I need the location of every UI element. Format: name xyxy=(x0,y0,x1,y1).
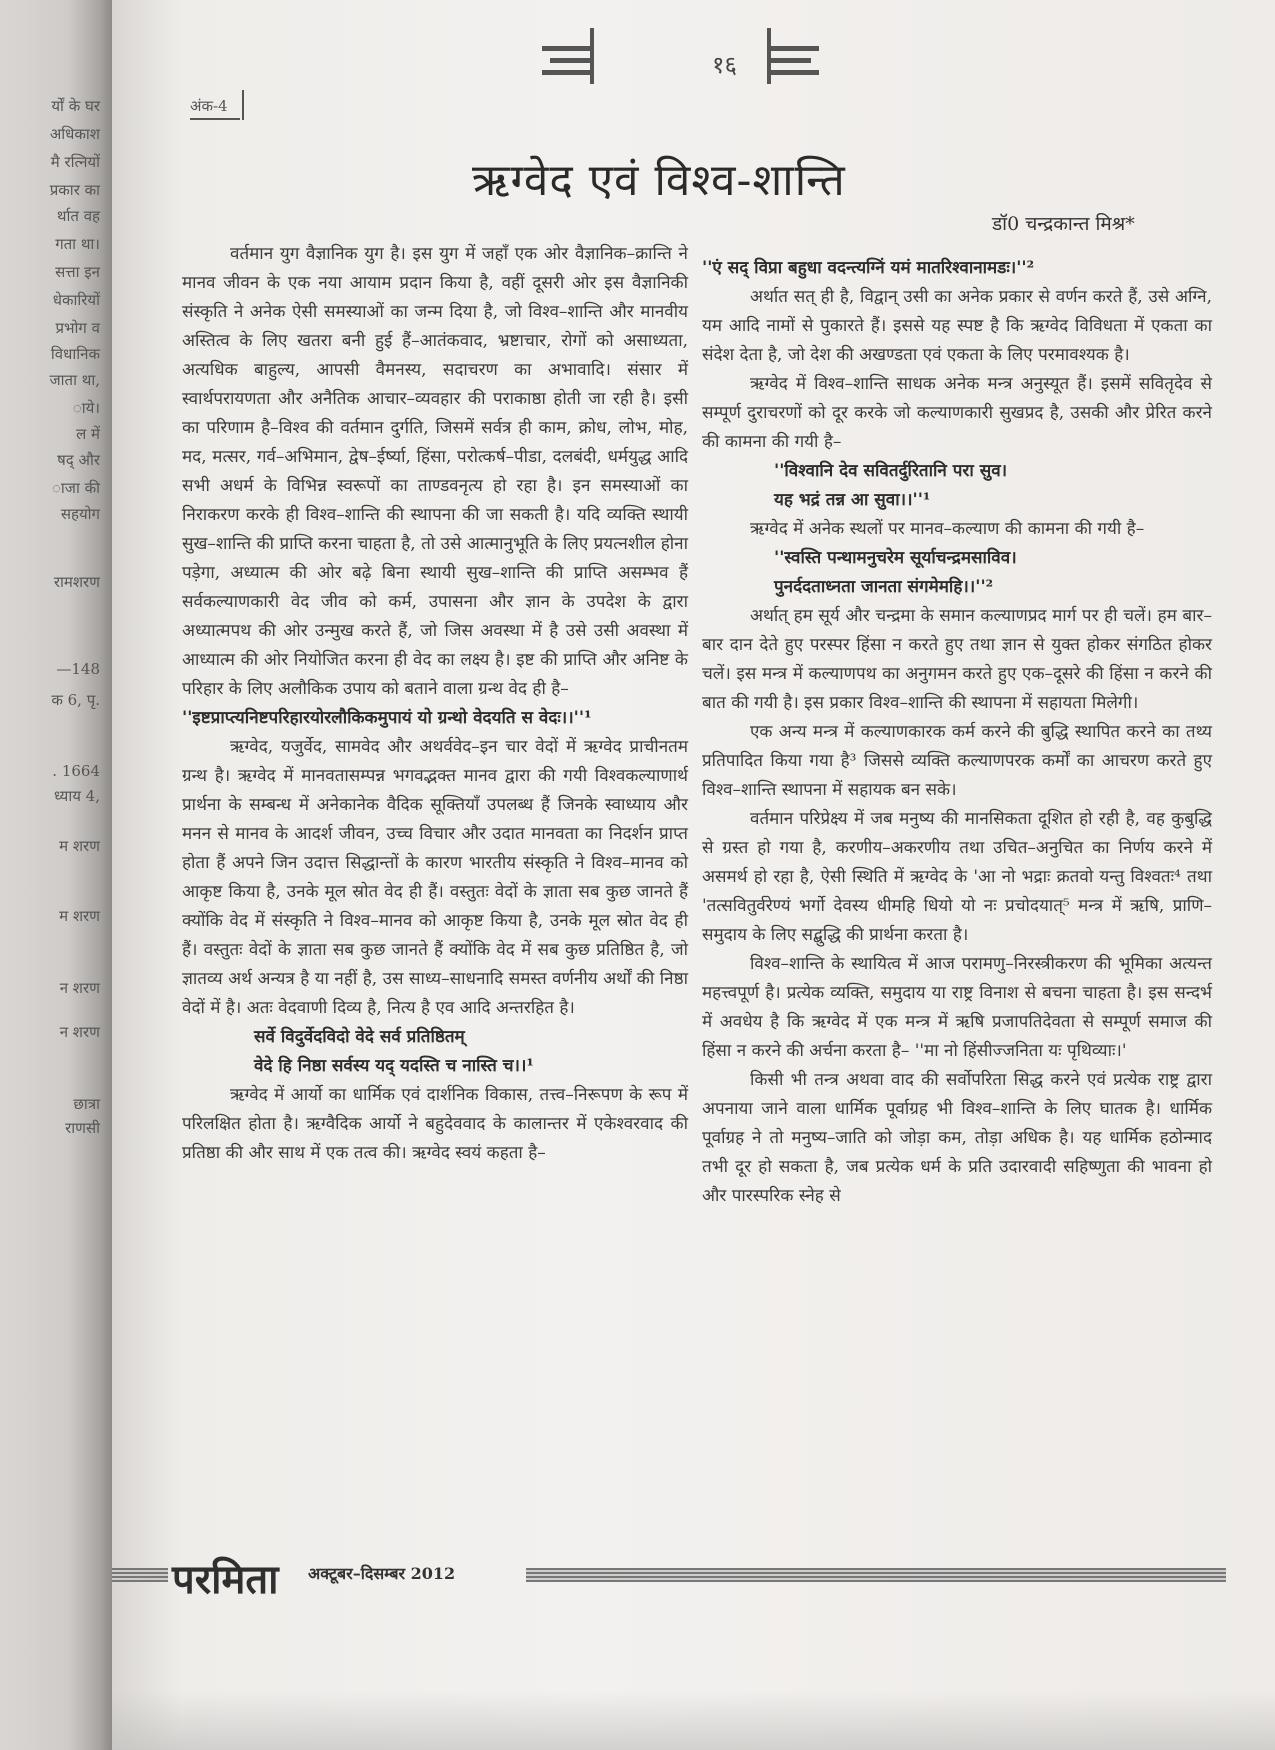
prev-page-fragment: जाता था, xyxy=(49,371,100,389)
paragraph: अर्थात सत् ही है, विद्वान् उसी का अनेक प्रकार से वर्णन करते हैं, उसे अग्नि, यम आदि नामों से पुकारते हैं। इससे यह स्पष्ट है कि ऋग्वेद विविधता में एकता का संदेश देता है, जो देश की अखण्डता एवं एकता के लिए परमावश्यक है। xyxy=(702,287,1212,365)
prev-page-fragment: गता था। xyxy=(55,235,100,253)
prev-page-fragment: मै रत्नियों xyxy=(50,153,100,171)
ornament-left-mid xyxy=(550,58,590,63)
prev-page-fragment: अधिकाश xyxy=(49,125,100,143)
verse-quote: ''एं सद् विप्रा बहुधा वदन्त्यग्निं यमं मातरिश्वानामडः।''² xyxy=(702,258,1035,278)
paragraph: विश्व–शान्ति के स्थायित्व में आज परामणु–निरस्त्रीकरण की भूमिका अत्यन्त महत्त्वपूर्ण है। प्रत्येक व्यक्ति, समुदाय या राष्ट्र विनाश से बचना चाहता है। इस सन्दर्भ में अवधेय है कि ऋग्वेद में एक मन्त्र में ऋषि प्रजापतिदेवता से सम्पूर्ण समाज की हिंसा न करने की अर्चना करता है– ''मा नो हिंसीज्जनिता यः पृथिव्याः।' xyxy=(702,954,1212,1061)
prev-page-fragment: र्थात वह xyxy=(56,207,100,225)
ornament-right-mid xyxy=(771,58,811,63)
paragraph: वर्तमान परिप्रेक्ष्य में जब मनुष्य की मानसिकता दूशित हो रही है, वह कुबुद्धि से ग्रस्त हो गया है, करणीय–अकरणीय तथा उचित–अनुचित का निर्णय करने में असमर्थ हो रहा है, ऐसी स्थिति में ऋग्वेद के 'आ नो भद्राः क्रतवो यन्तु विश्वतः⁴ तथा 'तत्सवितुर्वरेण्यं भर्गो देवस्य धीमहि धियो यो नः प्रचोदयात्⁵ मन्त्र में ऋषि, प्राणि–समुदाय के लिए सद्बुद्धि की प्रार्थना करता है। xyxy=(702,809,1212,945)
paragraph: ऋग्वेद में आर्यो का धार्मिक एवं दार्शनिक विकास, तत्त्व–निरूपण के रूप में परिलक्षित होता है। ऋग्वैदिक आर्यो ने बहुदेववाद के कालान्तर में एकेश्वरवाद की प्रतिष्ठा की और साथ में एक तत्व की। ऋग्वेद स्वयं कहता है– xyxy=(182,1085,688,1163)
prev-page-fragment: रामशरण xyxy=(53,573,100,591)
footer-rule-left xyxy=(112,1568,168,1582)
ornament-right-top xyxy=(771,46,819,51)
verse-line: ''स्वस्ति पन्थामनुचरेम सूर्याचन्द्रमसाविव। xyxy=(774,548,1017,568)
prev-page-fragment: राणसी xyxy=(65,1119,100,1137)
prev-page-fragment: न शरण xyxy=(59,979,100,997)
left-column xyxy=(182,240,688,1168)
magazine-issue: अक्टूबर–दिसम्बर 2012 xyxy=(308,1564,456,1583)
verse-line: वेदे हि निष्ठा सर्वस्य यद् यदस्ति च नास्ति च।।¹ xyxy=(254,1056,534,1076)
paragraph: अर्थात् हम सूर्य और चन्द्रमा के समान कल्याणप्रद मार्ग पर ही चलें। हम बार–बार दान देते हुए परस्पर हिंसा न करते हुए तथा ज्ञान से युक्त होकर संगठित होकर चलें। इस मन्त्र में कल्याणपथ का अनुगमन करते हुए एक–दूसरे की हिंसा न करने की बात की गयी है। इस प्रकार विश्व–शान्ति की स्थापना में सहायता मिलेगी। xyxy=(702,606,1212,713)
verse-quote: ''इष्टप्राप्त्यनिष्टपरिहारयोरलौकिकमुपायं यो ग्रन्थो वेदयति स वेदः।।''¹ xyxy=(182,708,592,728)
verse-line: ''विश्वानि देव सवितर्दुरितानि परा सुव। xyxy=(774,461,1008,481)
prev-page-fragment: ल में xyxy=(76,425,100,443)
article-title: ऋग्वेद एवं विश्व-शान्ति xyxy=(472,155,846,206)
magazine-brand: परमिता xyxy=(172,1556,279,1603)
prev-page-fragment: र्यों के घर xyxy=(51,97,100,115)
prev-page-fragment: क 6, पृ. xyxy=(51,691,100,709)
prev-page-fragment: विधानिक xyxy=(50,345,100,363)
verse-line: यह भद्रं तन्न आ सुवा।।''¹ xyxy=(774,490,931,510)
right-column xyxy=(702,254,1212,1211)
prev-page-fragment: ाजा की xyxy=(52,479,100,497)
prev-page-fragment: ध्याय 4, xyxy=(53,787,100,805)
section-tag: अंक-4 xyxy=(190,96,240,120)
article-page xyxy=(112,0,1275,1750)
page-shadow xyxy=(112,1690,1275,1750)
prev-page-fragment: धेकारियों xyxy=(52,291,100,309)
prev-page-fragment: प्रकार का xyxy=(49,181,100,199)
prev-page-fragment: सत्ता इन xyxy=(55,263,100,281)
paragraph: ऋग्वेद, यजुर्वेद, सामवेद और अथर्ववेद–इन चार वेदों में ऋग्वेद प्राचीनतम ग्रन्थ है। ऋग्वेद में मानवतासम्पन्न भगवद्भक्त मानव द्वारा की गयी विश्वकल्याणार्थ प्रार्थना के सम्बन्ध में अनेकानेक वैदिक सूक्तियाँ उपलब्ध हैं जिनके स्वाध्याय और मनन से मानव के आदर्श जीवन, उच्च विचार और उदात मानवता का निदर्शन प्राप्त होता हैं अपने जिन उदात्त सिद्धान्तों के कारण भारतीय संस्कृति ने विश्व–मानव को आकृष्ट किया है, उनके मूल स्रोत वेद ही हैं। वस्तुतः वेदों के ज्ञाता सब कुछ जानते हैं क्योंकि वेद में संस्कृति ने विश्व–मानव को आकृष्ट किया है, उनके मूल स्रोत वेद ही हैं। वस्तुतः वेदों के ज्ञाता सब कुछ जानते हैं क्योंकि वेद में सब कुछ प्रतिष्ठित है, जो ज्ञातव्य अर्थ अन्यत्र है या नहीं है, उस साध्य–साधनादि समस्त वर्णनीय अर्थों की निष्ठा वेदों में है। अतः वेदवाणी दिव्य है, नित्य है एव आदि अन्तरहित है। xyxy=(182,737,688,1018)
page-number: १६ xyxy=(712,51,737,79)
verse-line: सर्वे विदुर्वेदविदो वेदे सर्व प्रतिष्ठितम् xyxy=(254,1027,465,1047)
verse-line: पुनर्ददताध्नता जानता संगमेमहि।।''² xyxy=(774,577,994,597)
ornament-right-bottom xyxy=(771,70,819,75)
article-author: डॉ0 चन्द्रकान्त मिश्र* xyxy=(992,213,1135,235)
previous-page-margin xyxy=(0,0,112,1750)
prev-page-fragment: म शरण xyxy=(59,837,100,855)
ornament-left-vert xyxy=(590,28,594,84)
ornament-right-vert xyxy=(767,28,771,84)
prev-page-fragment: म शरण xyxy=(59,907,100,925)
prev-page-fragment: न शरण xyxy=(59,1023,100,1041)
prev-page-fragment: —148 xyxy=(56,660,100,678)
paragraph: एक अन्य मन्त्र में कल्याणकारक कर्म करने की बुद्धि स्थापित करने का तथ्य प्रतिपादित किया गया है³ जिससे व्यक्ति कल्याणपरक कर्मों का आचरण करते हुए विश्व–शान्ति स्थापना में सहायक बन सके। xyxy=(702,722,1212,800)
prev-page-fragment: . 1664 xyxy=(52,762,100,780)
paragraph: ऋग्वेद में अनेक स्थलों पर मानव–कल्याण की कामना की गयी है– xyxy=(750,519,1145,539)
paragraph: वर्तमान युग वैज्ञानिक युग है। इस युग में जहाँ एक ओर वैज्ञानिक–क्रान्ति ने मानव जीवन के एक नया आयाम प्रदान किया है, वहीं दूसरी ओर इस वैज्ञानिकी संस्कृति ने अनेक ऐसी समस्याओं का जन्म दिया है, जो विश्व–शान्ति और मानवीय अस्तित्व के लिए खतरा बनी हुई हैं–आतंकवाद, भ्रष्टाचार, रोगों को असाध्यता, अत्यधिक बाहुल्य, आपसी वैमनस्य, सदाचरण का अभावादि। संसार में स्वार्थपरायणता और अनैतिक आचार–व्यवहार की पराकाष्ठा होती जा रही है। इसी का परिणाम है–विश्व की वर्तमान दुर्गति, जिसमें सर्वत्र ही काम, क्रोध, लोभ, मोह, मद, मत्सर, गर्व–अभिमान, द्वेष–ईर्ष्या, हिंसा, परोत्कर्ष–पीडा, दलबंदी, धर्मयुद्ध आदि सभी अधर्म के विभिन्न स्वरूपों का ताण्डवनृत्य हो रहा है। इन समस्याओं का निराकरण करके ही विश्व–शान्ति की स्थापना की जा सकती है। यदि व्यक्ति स्थायी सुख–शान्ति की प्राप्ति करना चाहता है, तो उसे आत्मानुभूति के लिए प्रयत्नशील होना पड़ेगा, अध्यात्म की ओर बढ़े बिना स्थायी सुख–शान्ति की प्राप्ति असम्भव हैं सर्वकल्याणकारी वेद जीव को कर्म, उपासना और ज्ञान के उपदेश के द्वारा अध्यात्मपथ की ओर उन्मुख करते हैं, जो जिस अवस्था में है उसे उसी अवस्था में आध्यात्म की ओर नियोजित करना ही वेद का लक्ष्य है। इष्ट की प्राप्ति और अनिष्ट के परिहार के लिए अलौकिक उपाय को बताने वाला ग्रन्थ वेद ही है– xyxy=(182,244,688,699)
ornament-left-bottom xyxy=(542,70,590,75)
prev-page-fragment: ाये। xyxy=(72,399,100,417)
paragraph: ऋग्वेद में विश्व–शान्ति साधक अनेक मन्त्र अनुस्यूत हैं। इसमें सवितृदेव से सम्पूर्ण दुराचरणों को दूर करके जो कल्याणकारी सुखप्रद है, उसकी और प्रेरित करने की कामना की गयी है– xyxy=(702,374,1212,452)
prev-page-fragment: प्रभोग व xyxy=(55,319,100,337)
paragraph: किसी भी तन्त्र अथवा वाद की सर्वोपरिता सिद्ध करने एवं प्रत्येक राष्ट्र द्वारा अपनाया जाने वाला धार्मिक पूर्वाग्रह भी विश्व–शान्ति के लिए घातक है। धार्मिक पूर्वाग्रह ने तो मनुष्य–जाति को जोड़ा कम, तोड़ा अधिक है। यह धार्मिक हठोन्माद तभी दूर हो सकता है, जब प्रत्येक धर्म के प्रति उदारवादी सहिष्णुता की भावना हो और पारस्परिक स्नेह से xyxy=(702,1070,1212,1206)
ornament-left-top xyxy=(542,46,590,51)
footer-rule-right xyxy=(526,1568,1226,1582)
prev-page-fragment: छात्रा xyxy=(73,1095,100,1113)
prev-page-fragment: षद् और xyxy=(57,451,100,469)
prev-page-fragment: सहयोग xyxy=(60,505,100,523)
